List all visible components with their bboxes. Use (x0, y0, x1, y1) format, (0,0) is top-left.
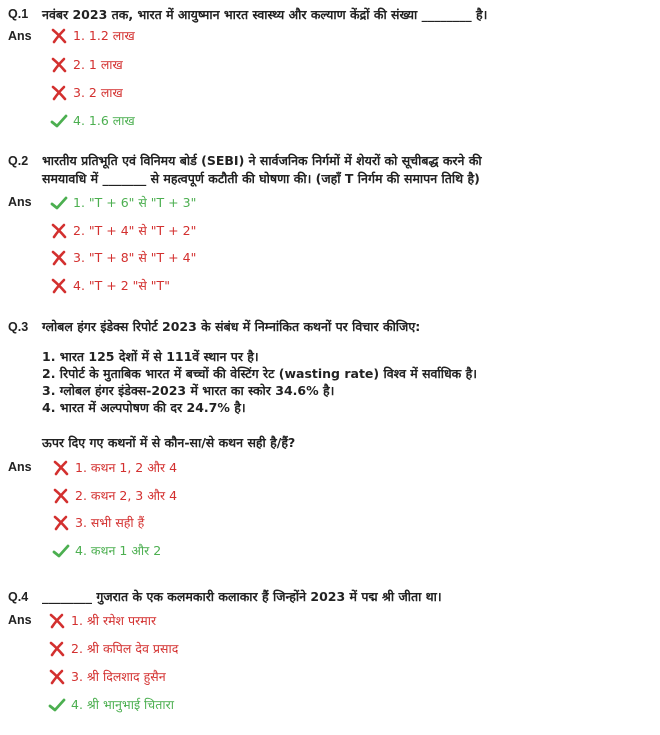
cross-icon (48, 613, 66, 629)
option-text: 3. सभी सही हैं (75, 515, 145, 530)
option-3[interactable] (50, 249, 196, 266)
check-icon (48, 697, 66, 713)
question-text: नवंबर 2023 तक, भारत में आयुष्मान भारत स्वास्थ्य और कल्याण केंद्रों की संख्या ________ है। (42, 7, 488, 22)
answer-label: Ans (8, 29, 32, 43)
question-number: Q.4 (8, 590, 29, 604)
option-text: 3. 2 लाख (73, 85, 123, 100)
option-4[interactable] (48, 696, 174, 713)
cross-icon (50, 85, 68, 101)
question-number: Q.3 (8, 320, 29, 334)
option-text: 3. "T + 8" से "T + 4" (73, 250, 197, 265)
option-text: 3. श्री दिलशाद हुसैन (71, 669, 166, 684)
cross-icon (50, 57, 68, 73)
option-2[interactable] (50, 222, 196, 239)
statement-4: 4. भारत में अल्पपोषण की दर 24.7% है। (42, 400, 246, 415)
question-text-line-1: भारतीय प्रतिभूति एवं विनिमय बोर्ड (SEBI) ने सार्वजनिक निर्गमों में शेयरों को सूचीबद्ध करने की (42, 153, 482, 168)
cross-icon (50, 250, 68, 266)
option-text: 4. 1.6 लाख (73, 113, 135, 128)
question-number: Q.1 (8, 7, 29, 21)
cross-icon (48, 669, 66, 685)
answer-label: Ans (8, 613, 32, 627)
option-2[interactable] (48, 640, 178, 657)
option-1[interactable] (48, 612, 156, 629)
option-text: 2. "T + 4" से "T + 2" (73, 223, 197, 238)
option-text: 1. कथन 1, 2 और 4 (75, 460, 178, 475)
option-text: 4. श्री भानुभाई चितारा (71, 697, 174, 712)
statement-3: 3. ग्लोबल हंगर इंडेक्स-2023 में भारत का स्कोर 34.6% है। (42, 383, 335, 398)
option-4[interactable] (52, 542, 161, 559)
cross-icon (52, 515, 70, 531)
option-3[interactable] (50, 84, 123, 101)
option-1[interactable] (50, 27, 135, 44)
option-text: 1. 1.2 लाख (73, 28, 135, 43)
question-prompt: ऊपर दिए गए कथनों में से कौन-सा/से कथन सही है/हैं? (42, 435, 296, 450)
cross-icon (50, 278, 68, 294)
check-icon (50, 195, 68, 211)
statement-2: 2. रिपोर्ट के मुताबिक भारत में बच्चों की वेस्टिंग रेट (wasting rate) विश्व में सर्वाधिक है। (42, 366, 477, 381)
question-text-line-2: समयावधि में _______ से महत्वपूर्ण कटौती की घोषणा की। (जहाँ T निर्गम की समापन तिथि है) (42, 171, 480, 186)
cross-icon (50, 223, 68, 239)
question-text: ग्लोबल हंगर इंडेक्स रिपोर्ट 2023 के संबंध में निम्नांकित कथनों पर विचार कीजिए: (42, 319, 421, 334)
question-number: Q.2 (8, 154, 29, 168)
option-text: 4. "T + 2 "से "T" (73, 278, 170, 293)
option-3[interactable] (52, 514, 144, 531)
option-4[interactable] (50, 277, 170, 294)
option-2[interactable] (50, 56, 123, 73)
cross-icon (52, 460, 70, 476)
answer-label: Ans (8, 460, 32, 474)
option-text: 1. "T + 6" से "T + 3" (73, 195, 197, 210)
option-text: 2. श्री कपिल देव प्रसाद (71, 641, 179, 656)
option-1[interactable] (52, 459, 177, 476)
option-text: 2. कथन 2, 3 और 4 (75, 488, 178, 503)
option-text: 2. 1 लाख (73, 57, 123, 72)
check-icon (52, 543, 70, 559)
option-text: 4. कथन 1 और 2 (75, 543, 162, 558)
cross-icon (50, 28, 68, 44)
option-4[interactable] (50, 112, 135, 129)
cross-icon (52, 488, 70, 504)
option-3[interactable] (48, 668, 166, 685)
statement-1: 1. भारत 125 देशों में से 111वें स्थान पर है। (42, 349, 259, 364)
question-text: ________ गुजरात के एक कलमकारी कलाकार हैं जिन्होंने 2023 में पद्म श्री जीता था। (42, 589, 442, 604)
cross-icon (48, 641, 66, 657)
option-text: 1. श्री रमेश परमार (71, 613, 157, 628)
check-icon (50, 113, 68, 129)
answer-label: Ans (8, 195, 32, 209)
option-2[interactable] (52, 487, 177, 504)
option-1[interactable] (50, 194, 196, 211)
